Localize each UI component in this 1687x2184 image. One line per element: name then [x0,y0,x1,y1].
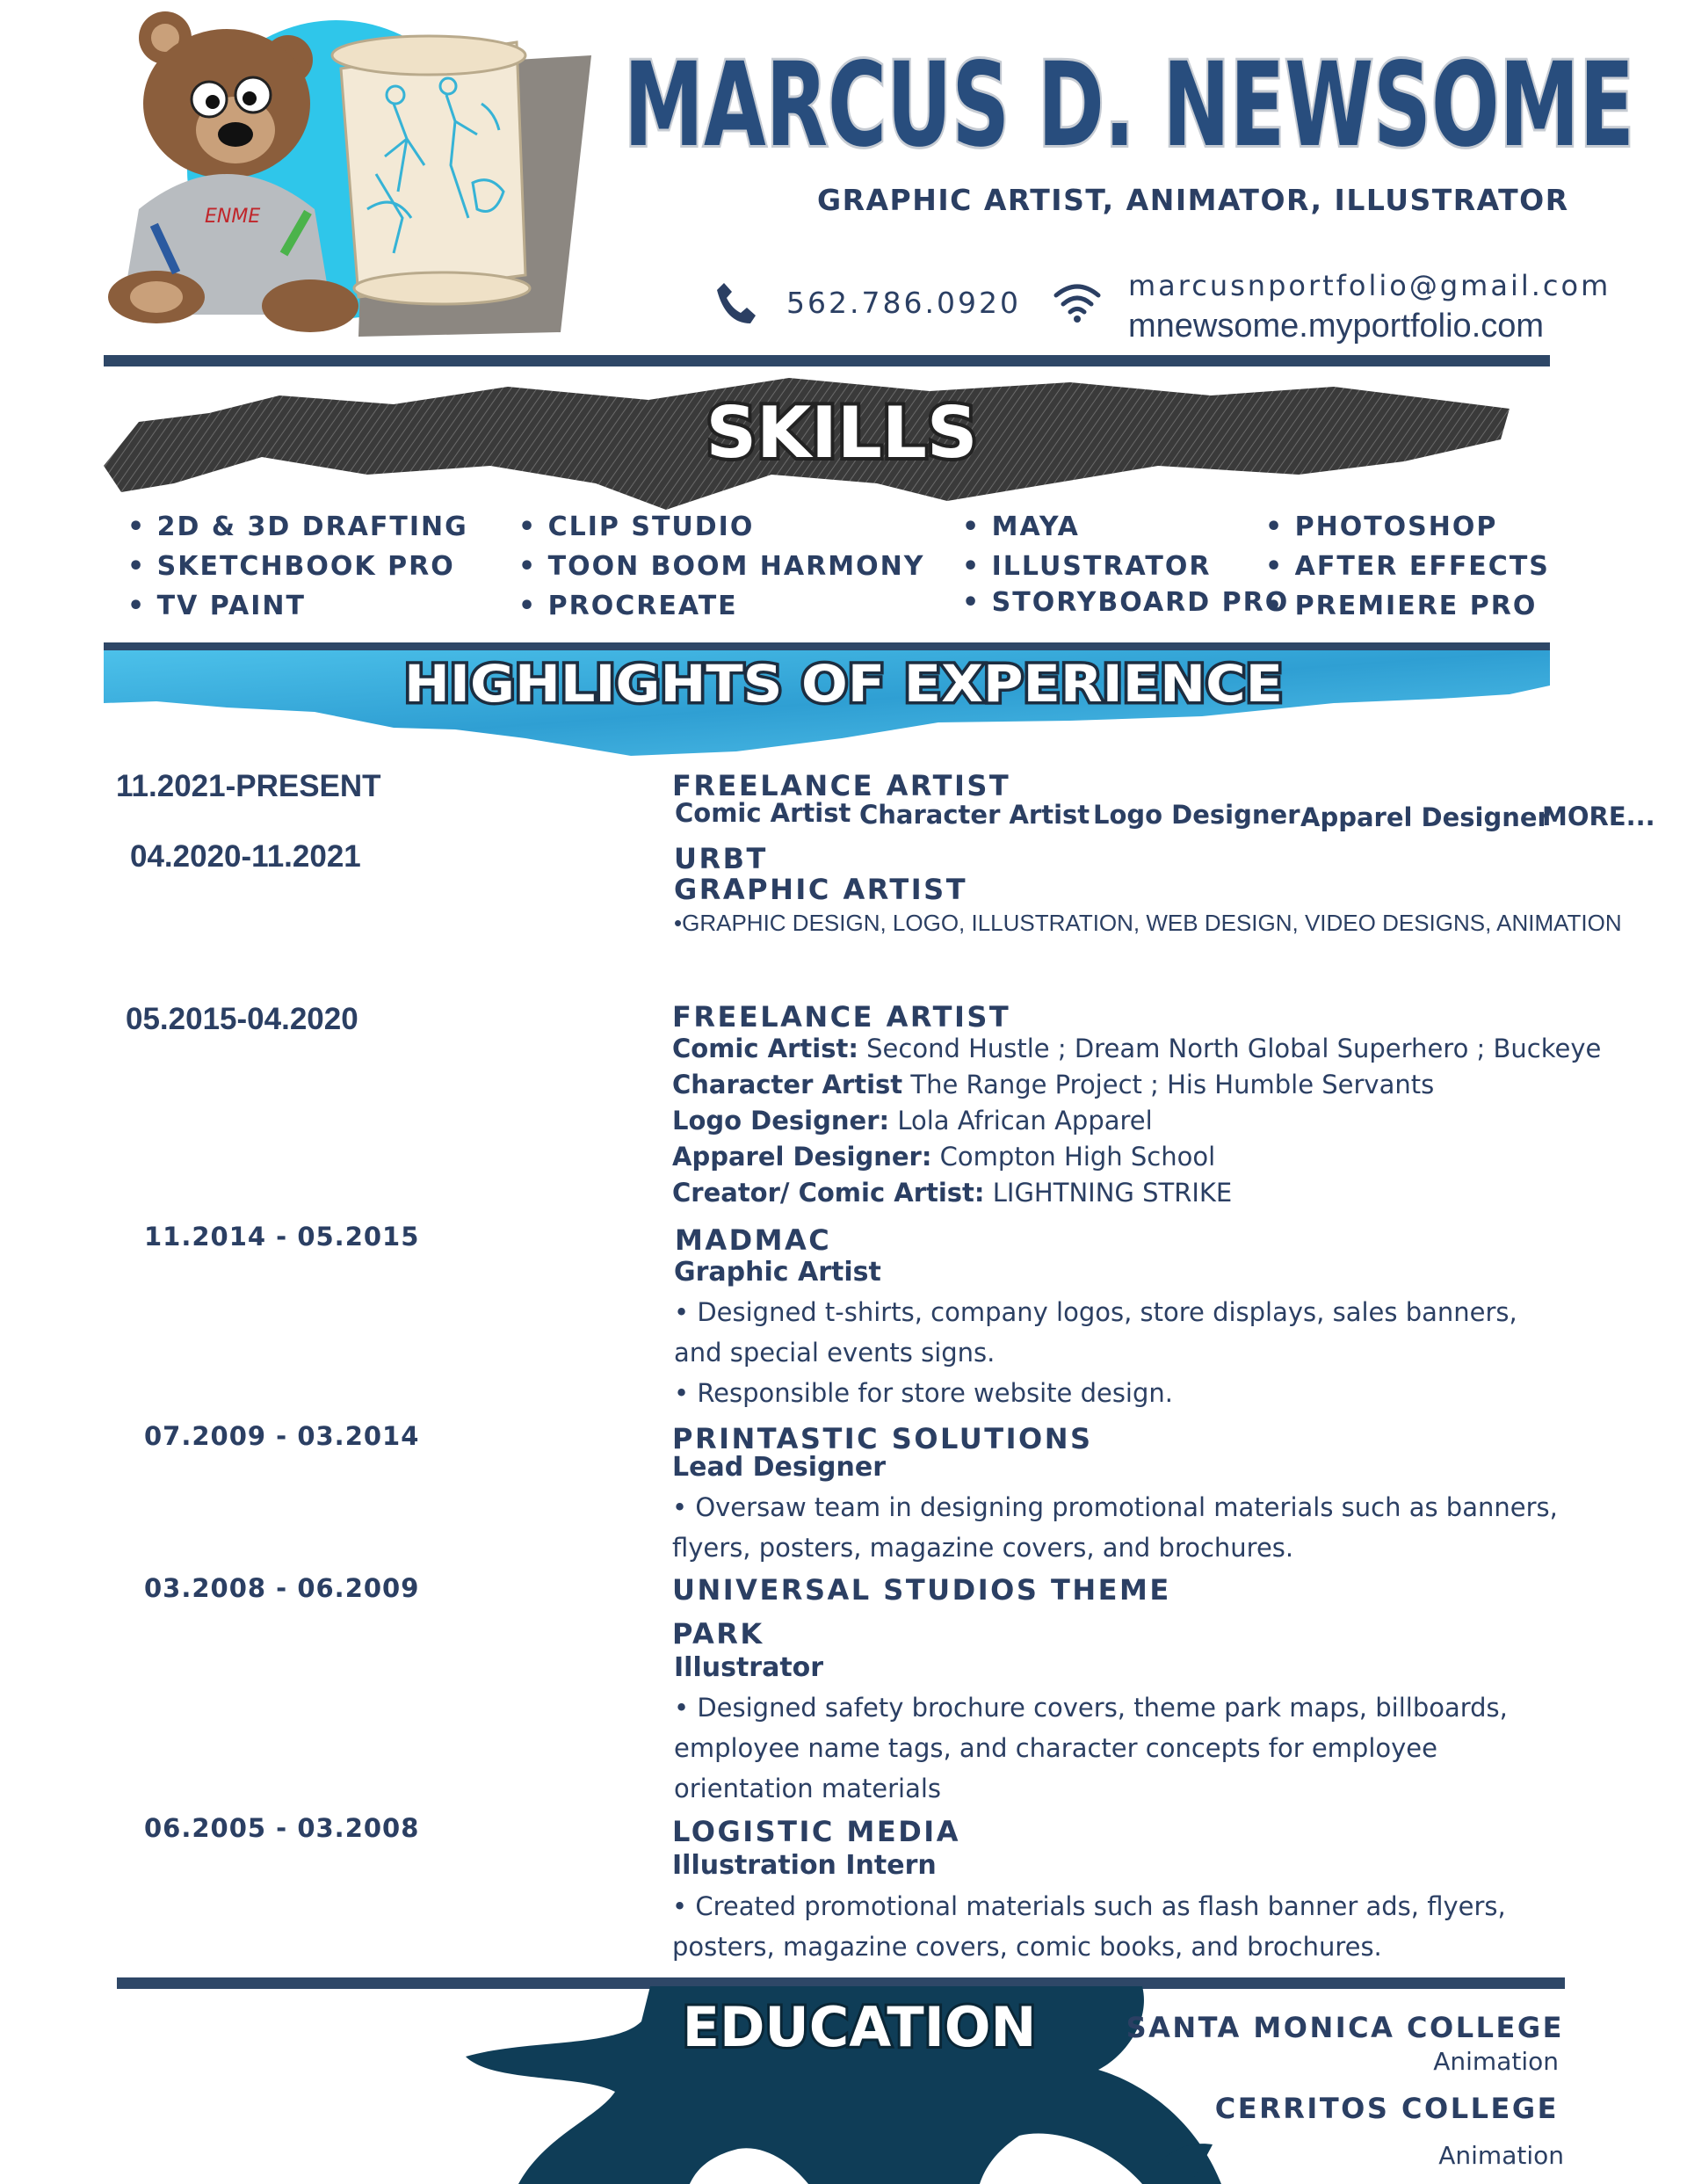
skill-item: • CLIP STUDIO [518,512,755,542]
job-dates: 04.2020-11.2021 [130,839,361,874]
portfolio-website[interactable]: mnewsome.myportfolio.com [1128,308,1545,345]
bear-shirt-text: ENME [205,206,261,228]
job-tag: Character Artist [859,800,1090,830]
experience-heading: HIGHLIGHTS OF EXPERIENCE [404,654,1283,714]
skill-item: • MAYA [962,512,1080,542]
job-dates: 06.2005 - 03.2008 [144,1813,420,1843]
school-name: CERRITOS COLLEGE [1214,2092,1559,2125]
skill-item: • 2D & 3D DRAFTING [127,512,468,542]
job-dates: 11.2021-PRESENT [116,769,381,803]
bear-artist-logo [104,7,596,341]
job-company: FREELANCE ARTIST [672,769,1011,802]
job-company: MADMAC [675,1223,832,1257]
skill-item: • PROCREATE [518,591,738,621]
school-name: SANTA MONICA COLLEGE [1126,2011,1564,2044]
item-value: Second Hustle ; Dream North Global Superhero ; Buckeye [858,1034,1602,1063]
job-item [672,1178,1232,1208]
job-company: FREELANCE ARTIST [672,1000,1011,1034]
job-item [672,1070,1434,1099]
item-value: Compton High School [931,1142,1216,1172]
item-value: LIGHTNING STRIKE [984,1178,1233,1208]
skill-item: • PREMIERE PRO [1265,591,1538,621]
job-bullet: • Designed t-shirts, company logos, store displays, sales banners, and special events signs. [674,1297,1517,1368]
item-label: Comic Artist: [672,1034,858,1063]
skills-heading: SKILLS [706,392,978,474]
skills-charcoal-band [104,369,1545,523]
school-major: Animation [1433,2047,1559,2076]
skill-item: • STORYBOARD PRO [962,587,1290,618]
skill-item: • AFTER EFFECTS [1265,551,1550,582]
item-label: Creator/ Comic Artist: [672,1178,985,1208]
job-bullet: • Created promotional materials such as flash banner ads, flyers, posters, magazine covers, comic books, and brochures. [672,1891,1506,1962]
skill-item: • TV PAINT [127,591,306,621]
job-dates: 11.2014 - 05.2015 [144,1222,420,1252]
phone-icon [713,279,759,325]
item-label: Character Artist [672,1070,903,1099]
job-tag: Comic Artist [675,798,851,828]
experience-watercolor-band [104,650,1553,765]
header-divider [104,355,1550,366]
job-company: UNIVERSAL STUDIOS THEME [672,1573,1171,1607]
skill-item: • TOON BOOM HARMONY [518,551,925,582]
job-bullet: • Responsible for store website design. [674,1378,1173,1408]
job-role: Graphic Artist [674,1257,881,1288]
wifi-icon [1053,281,1102,323]
job-role: Lead Designer [672,1452,886,1483]
job-company: URBT [674,842,768,875]
education-heading: EDUCATION [682,1995,1037,2059]
job-tag: Logo Designer [1093,800,1300,830]
job-dates: 03.2008 - 06.2009 [144,1573,420,1603]
job-bullet: • Designed safety brochure covers, theme park maps, billboards, employee name tags, and character concepts for employee orientation materials [674,1693,1508,1803]
name-heading [615,26,1643,176]
email-address[interactable]: marcusnportfolio@gmail.com [1128,269,1611,302]
job-item [672,1142,1215,1172]
job-role: Illustrator [674,1652,824,1683]
item-label: Logo Designer: [672,1106,890,1136]
school-major: Animation [1438,2141,1564,2170]
job-company: LOGISTIC MEDIA [672,1815,960,1848]
phone-number[interactable]: 562.786.0920 [786,286,1021,320]
job-bullet: • Oversaw team in designing promotional materials such as banners, flyers, posters, magazine covers, and brochures. [672,1492,1558,1563]
item-value: Lola African Apparel [889,1106,1153,1136]
job-company-cont: PARK [672,1617,764,1651]
job-company: PRINTASTIC SOLUTIONS [672,1422,1093,1455]
job-dates: 05.2015-04.2020 [126,1002,358,1036]
skill-item: • ILLUSTRATOR [962,551,1212,582]
job-dates: 07.2009 - 03.2014 [144,1421,420,1451]
item-label: Apparel Designer: [672,1142,932,1172]
job-role: GRAPHIC ARTIST [674,873,968,906]
job-tag: Apparel Designer [1300,802,1550,832]
item-value: The Range Project ; His Humble Servants [902,1070,1435,1099]
job-item [672,1034,1601,1063]
skill-item: • PHOTOSHOP [1265,512,1498,542]
skill-item: • SKETCHBOOK PRO [127,551,455,582]
job-role: Illustration Intern [672,1850,937,1881]
name-text: MARCUS D. NEWSOME [624,38,1634,173]
job-tag-more[interactable]: MORE... [1542,802,1655,831]
job-title-subtitle: GRAPHIC ARTIST, ANIMATOR, ILLUSTRATOR [817,183,1569,217]
sketch-paper [341,42,525,297]
job-details: •GRAPHIC DESIGN, LOGO, ILLUSTRATION, WEB DESIGN, VIDEO DESIGNS, ANIMATION [674,910,1622,936]
job-item [672,1106,1153,1136]
